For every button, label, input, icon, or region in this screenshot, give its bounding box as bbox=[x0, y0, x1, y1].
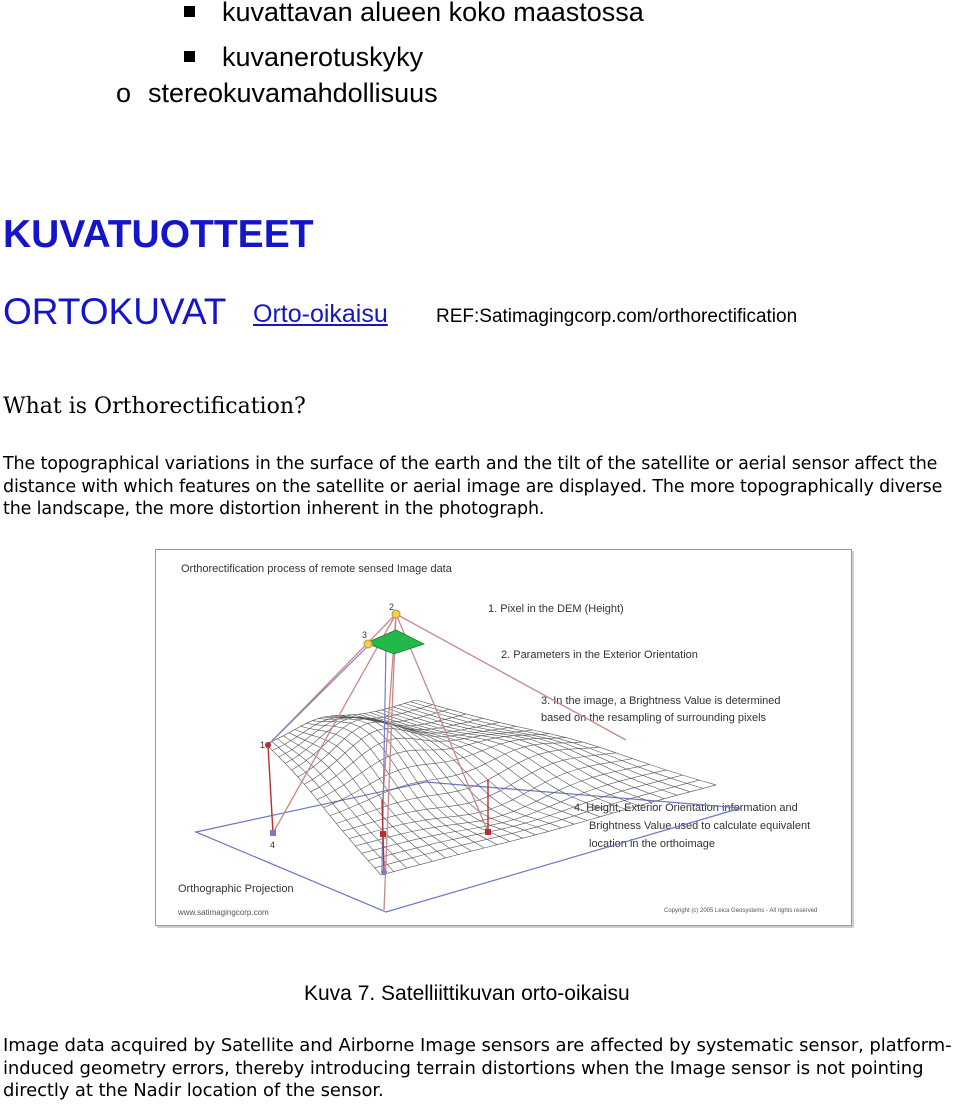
figure-step: location in the orthoimage bbox=[589, 838, 715, 850]
figure-title: Orthorectification process of remote sensed Image data bbox=[181, 563, 452, 575]
mesh-column bbox=[289, 733, 432, 862]
list-item: kuvanerotuskyky bbox=[222, 42, 424, 72]
vertical-drop-lines bbox=[268, 745, 488, 870]
section-title: KUVATUOTTEET bbox=[3, 213, 314, 256]
figure-step: 3. In the image, a Brightness Value is determined bbox=[541, 695, 781, 707]
figure-caption: Kuva 7. Satelliittikuvan orto-oikaisu bbox=[304, 982, 630, 1005]
square-bullet-icon bbox=[184, 51, 195, 62]
subheading-title: ORTOKUVAT bbox=[3, 291, 227, 332]
mesh-column bbox=[370, 713, 613, 814]
mesh-row bbox=[298, 722, 499, 777]
projection-lines bbox=[268, 646, 386, 870]
image-pixel bbox=[366, 630, 424, 654]
square-bullet-icon bbox=[184, 6, 195, 17]
list-item: kuvattavan alueen koko maastossa bbox=[222, 0, 644, 27]
figure-step: based on the resampling of surrounding pixels bbox=[541, 712, 767, 724]
figure-step: 4. Height, Exterior Orientation information and bbox=[574, 802, 798, 814]
orthorectification-figure bbox=[155, 549, 852, 926]
question-heading: What is Orthorectification? bbox=[3, 394, 306, 419]
orthorectification-diagram bbox=[156, 550, 851, 925]
mesh-column bbox=[416, 700, 716, 785]
point-label: 3 bbox=[362, 630, 368, 640]
mesh-column bbox=[358, 714, 587, 820]
reference-text: REF:Satimagingcorp.com/orthorectification bbox=[436, 306, 798, 327]
list-item: stereokuvamahdollisuus bbox=[148, 78, 438, 108]
figure-copyright: Copyright (c) 2005 Leica Geosystems - All rights reserved bbox=[664, 908, 818, 914]
mesh-column bbox=[335, 716, 535, 835]
figure-source: www.satimagingcorp.com bbox=[178, 908, 269, 917]
mesh-column bbox=[278, 739, 407, 868]
point-label: 1 bbox=[260, 740, 266, 750]
closing-paragraph: Image data acquired by Satellite and Airborne Image sensors are affected by systematic sensor, platform-induced geometry errors, thereby introducing terrain distortions when the Image sensor is not pointing directly at the Nadir location of the sensor. bbox=[3, 1035, 952, 1101]
point-label: 4 bbox=[270, 840, 276, 850]
pyramid-lines bbox=[268, 614, 626, 910]
mesh-column bbox=[387, 708, 651, 802]
mesh-row bbox=[349, 759, 633, 839]
point-label: 2 bbox=[389, 602, 395, 612]
figure-step: 2. Parameters in the Exterior Orientation bbox=[501, 649, 698, 661]
mesh-column bbox=[393, 707, 665, 799]
mesh-row bbox=[375, 780, 700, 868]
projection-label: Orthographic Projection bbox=[178, 883, 294, 895]
orto-oikaisu-link[interactable]: Orto-oikaisu bbox=[253, 300, 388, 328]
figure-step: Brightness Value used to calculate equivalent bbox=[589, 820, 811, 832]
intro-paragraph: The topographical variations in the surface of the earth and the tilt of the satellite or aerial sensor affect the distance with which features on the satellite or aerial image are displayed. The more topographically diverse the landscape, the more distortion inherent in the photograph. bbox=[3, 454, 943, 519]
figure-step: 1. Pixel in the DEM (Height) bbox=[488, 603, 624, 615]
circle-bullet-marker: o bbox=[116, 78, 132, 108]
